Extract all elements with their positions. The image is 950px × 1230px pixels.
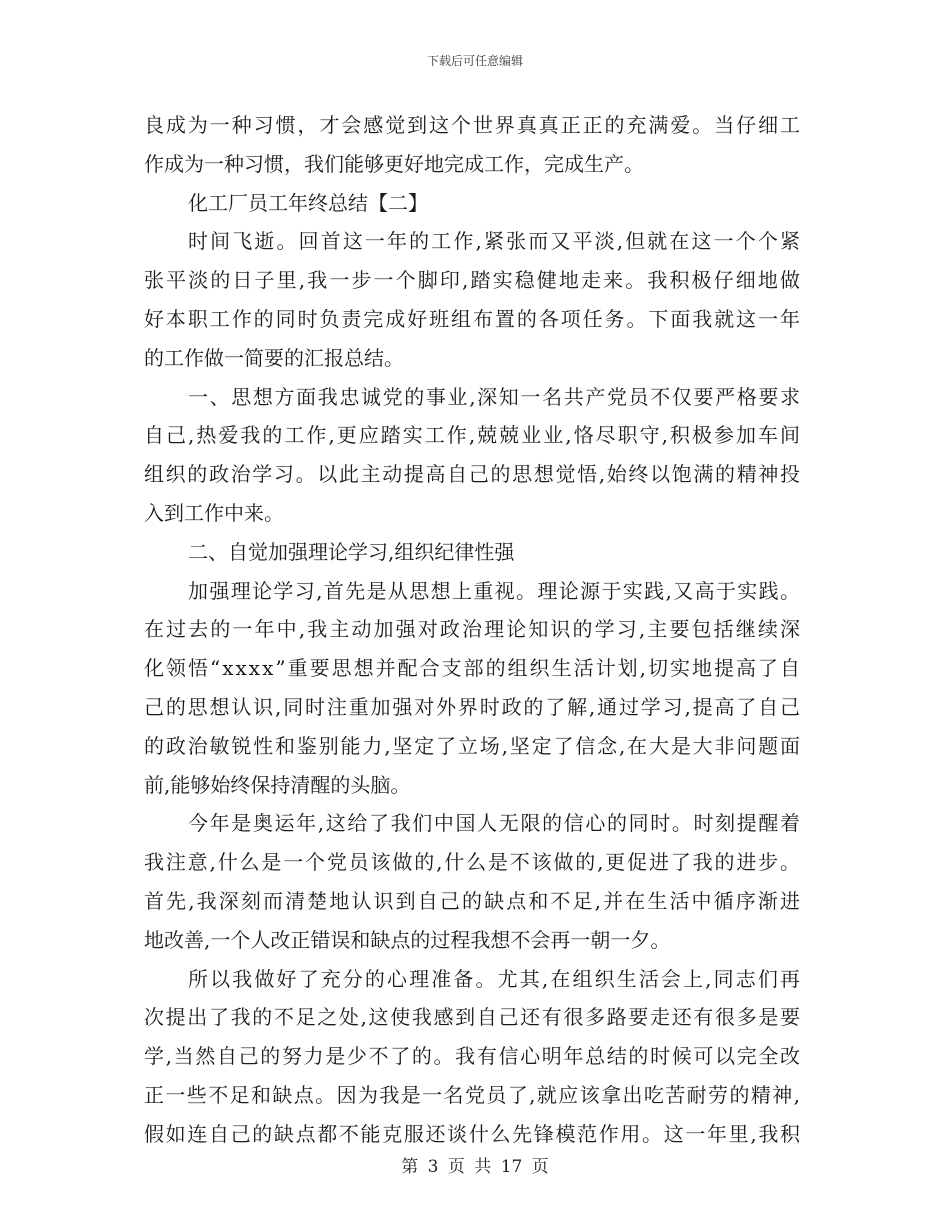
text-line: 假如连自己的缺点都不能克服还谈什么先锋模范作用。这一年里,我积 [144,1121,802,1146]
text-line: 自己,热爱我的工作,更应踏实工作,兢兢业业,恪尽职守,积极参加车间 [144,423,802,448]
text-line: 时间飞逝。回首这一年的工作,紧张而又平淡,但就在这一个个紧 [188,229,803,254]
text-line: 地改善,一个人改正错误和缺点的过程我想不会再一朝一夕。 [144,927,671,952]
text-line: 首先,我深刻而清楚地认识到自己的缺点和不足,并在生活中循序渐进 [144,888,803,913]
text-line: 化工厂员工年终总结【二】 [188,190,428,215]
text-line: 的政治敏锐性和鉴别能力,坚定了立场,坚定了信念,在大是大非问题面 [144,733,802,758]
text-line: 在过去的一年中,我主动加强对政治理论知识的学习,主要包括继续深 [144,617,803,642]
text-line: 学,当然自己的努力是少不了的。我有信心明年总结的时候可以完全改 [144,1044,802,1069]
text-line: 前,能够始终保持清醒的头脑。 [144,772,411,797]
text-line: 所以我做好了充分的心理准备。尤其,在组织生活会上,同志们再 [188,966,803,991]
text-line: 己的思想认识,同时注重加强对外界时政的了解,通过学习,提高了自己 [144,694,802,719]
page-footer: 第 3 页 共 17 页 [401,1157,549,1177]
document-body [144,106,803,1154]
text-line: 正一些不足和缺点。因为我是一名党员了,就应该拿出吃苦耐劳的精神, [144,1082,802,1107]
text-line: 良成为一种习惯，才会感觉到这个世界真真正正的充满爱。当仔细工 [144,113,802,137]
text-line: 张平淡的日子里,我一步一个脚印,踏实稳健地走来。我积极仔细地做 [144,268,803,293]
text-line: 化领悟“xxxx”重要思想并配合支部的组织生活计划,切实地提高了自 [144,656,802,681]
text-line: 我注意,什么是一个党员该做的,什么是不该做的,更促进了我的进步。 [144,850,802,875]
text-line: 作成为一种习惯，我们能够更好地完成工作，完成生产。 [144,151,644,176]
text-line: 次提出了我的不足之处,这使我感到自己还有很多路要走还有很多是要 [144,1005,802,1030]
text-line: 入到工作中来。 [144,500,284,525]
text-line: 加强理论学习,首先是从思想上重视。理论源于实践,又高于实践。 [188,578,802,603]
page-header: 下载后可任意编辑 [426,54,523,68]
text-line: 一、思想方面我忠诚党的事业,深知一名共产党员不仅要严格要求 [188,384,802,409]
text-line: 今年是奥运年,这给了我们中国人无限的信心的同时。时刻提醒着 [188,811,802,836]
text-line: 二、自觉加强理论学习,组织纪律性强 [188,539,515,564]
text-line: 好本职工作的同时负责完成好班组布置的各项任务。下面我就这一年 [144,306,802,331]
text-line: 的工作做一简要的汇报总结。 [144,345,404,370]
text-line: 组织的政治学习。以此主动提高自己的思想觉悟,始终以饱满的精神投 [144,462,802,487]
